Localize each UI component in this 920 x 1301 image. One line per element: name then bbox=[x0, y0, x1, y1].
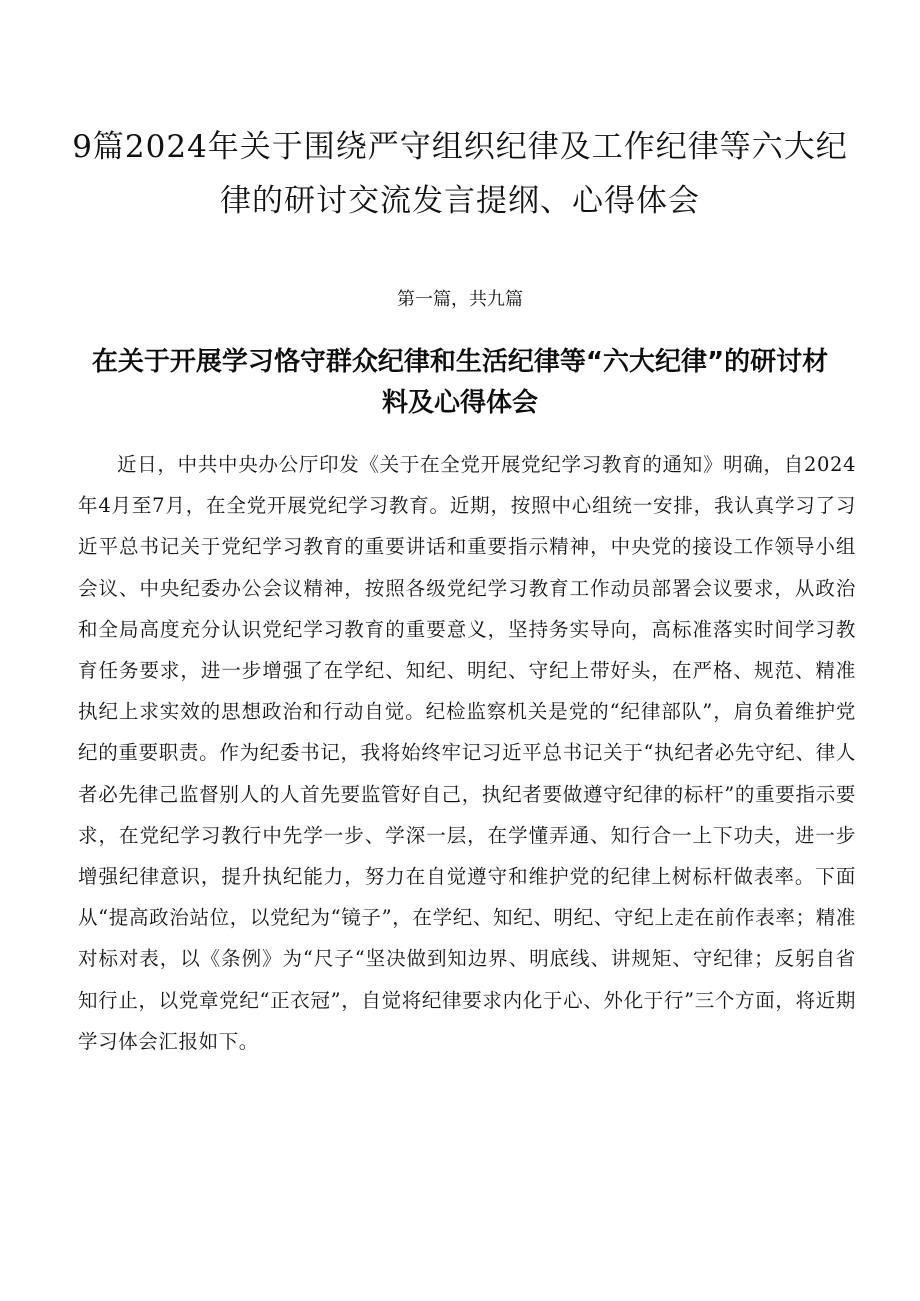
body-paragraph: 近日，中共中央办公厅印发《关于在全党开展党纪学习教育的通知》明确，自2024年4月至7月，在全党开展党纪学习教育。近期，按照中心组统一安排，我认真学习了习近平总书记关于党纪学习教育的重要讲话和重要指示精神，中央党的接设工作领导小组会议、中央纪委办公会议精神，按照各级党纪学习教育工作动员部署会议要求，从政治和全局高度充分认识党纪学习教育的重要意义，坚持务实导向，高标准落实时间学习教育任务要求，进一步增强了在学纪、知纪、明纪、守纪上带好头，在严格、规范、精准执纪上求实效的思想政治和行动自觉。纪检监察机关是党的“纪律部队”，肩负着维护党纪的重要职责。作为纪委书记，我将始终牢记习近平总书记关于“执纪者必先守纪、律人者必先律己监督别人的人首先要监管好自己，执纪者要做遵守纪律的标杆”的重要指示要求，在党纪学习教行中先学一步、学深一层，在学懂弄通、知行合一上下功夫，进一步增强纪律意识，提升执纪能力，努力在自觉遵守和维护党的纪律上树标杆做表率。下面从“提高政治站位，以党纪为“镜子”，在学纪、知纪、明纪、守纪上走在前作表率；精准对标对表，以《条例》为“尺子“坚决做到知边界、明底线、讲规矩、守纪律；反躬自省知行止，以党章党纪“正衣冠”，自觉将纪律要求内化于心、外化于行”三个方面，将近期学习体会汇报如下。 bbox=[78, 453, 856, 1053]
document-title: 9篇2024年关于围绕严守组织纪律及工作纪律等六大纪律的研讨交流发言提纲、心得体会 bbox=[72, 129, 848, 219]
article-title: 在关于开展学习恪守群众纪律和生活纪律等“六大纪律”的研讨材料及心得体会 bbox=[91, 347, 829, 418]
section-label: 第一篇，共九篇 bbox=[397, 289, 523, 310]
